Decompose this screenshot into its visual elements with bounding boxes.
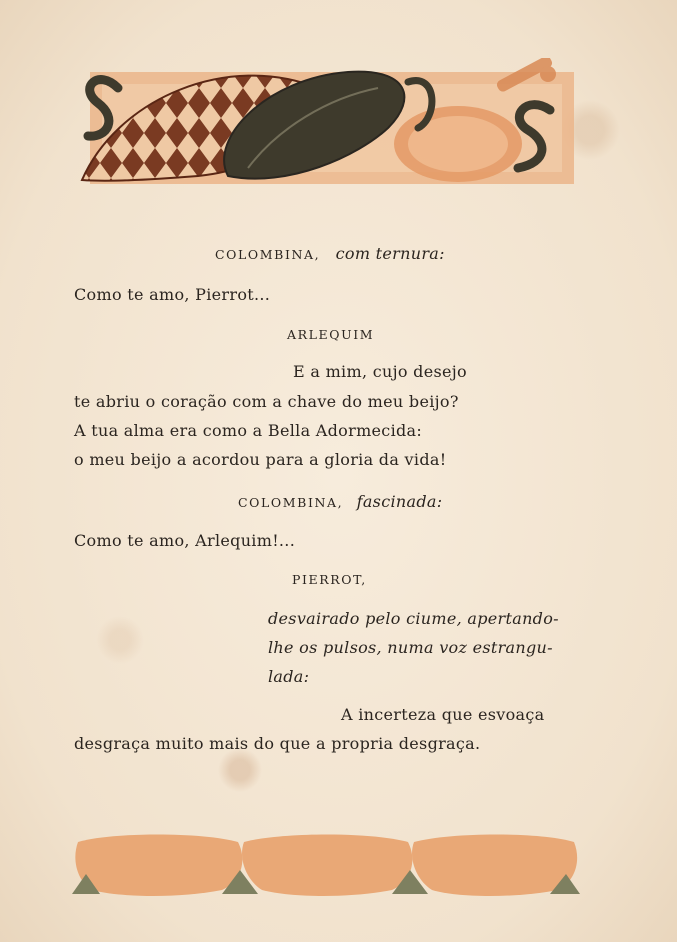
verse-line: o meu beijo a acordou para a gloria da vida! [74,450,447,469]
scallop-left-shape [75,835,242,897]
speaker-name-pierrot: PIERROT, [292,572,367,587]
verse-line: desgraça muito mais do que a propria desgraça. [74,734,481,753]
speaker-line-colombina-1 [215,244,445,263]
verse-line: te abriu o coração com a chave do meu beijo? [74,392,459,411]
stage-direction-line: lhe os pulsos, numa voz estrangu- [268,638,553,657]
scallop-middle-shape [242,835,412,897]
verse-line: A tua alma era como a Bella Adormecida: [74,421,423,440]
stage-direction-line: lada: [268,667,310,686]
stage-direction: com ternura: [335,244,445,263]
speaker-name: COLOMBINA, [238,495,344,510]
stage-direction-line: desvairado pelo ciume, apertando- [268,609,559,628]
stage-direction: fascinada: [356,492,443,511]
speaker-name: COLOMBINA, [215,247,321,262]
headpiece-ornament [78,58,582,198]
verse-line: Como te amo, Pierrot... [74,285,271,304]
verse-line: Como te amo, Arlequim!... [74,531,296,550]
speaker-name-arlequim: ARLEQUIM [287,327,375,342]
verse-line: A incerteza que esvoaça [341,705,545,724]
verse-line: E a mim, cujo desejo [293,362,467,381]
speaker-line-colombina-2 [238,492,442,511]
scallop-right-shape [412,835,577,897]
tailpiece-ornament [72,832,580,898]
